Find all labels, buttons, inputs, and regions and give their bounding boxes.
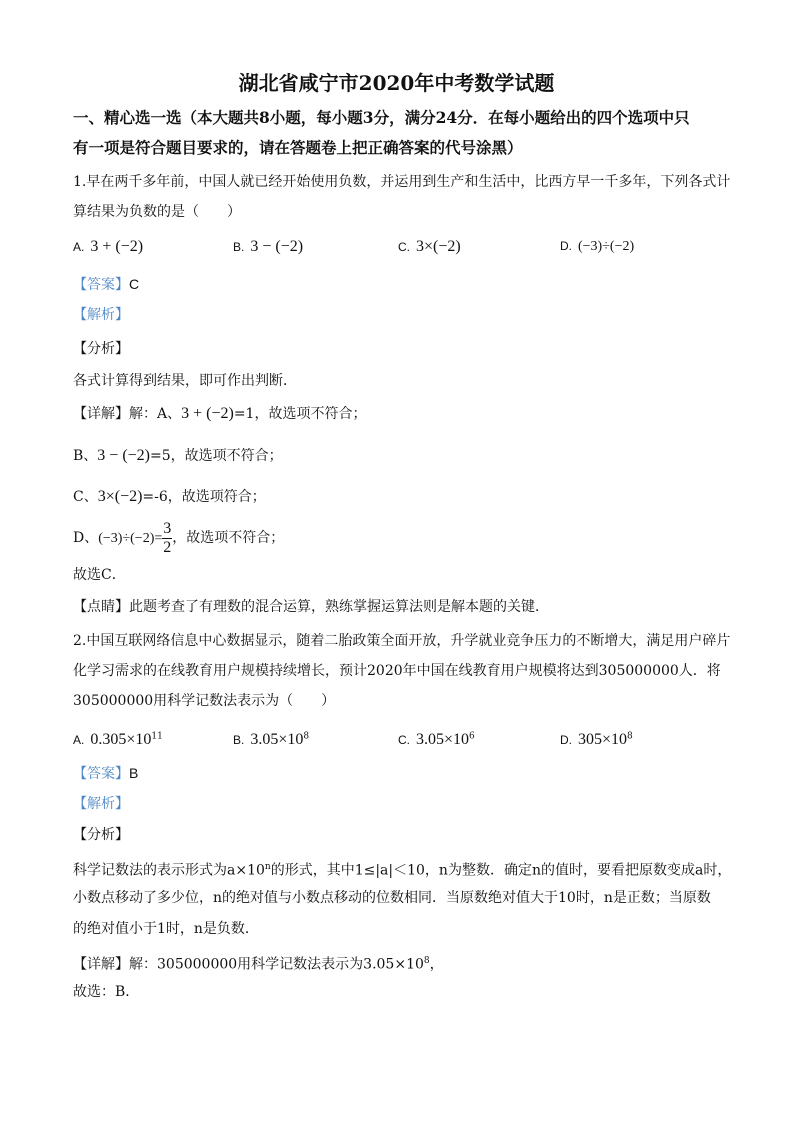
q1-choose: 故选C． <box>73 567 126 583</box>
answer-tag: 【答案】 <box>73 277 129 293</box>
text: 科学记数法的表示形式为a×10 <box>73 862 265 879</box>
option-expr: 3×(−2) <box>416 238 461 255</box>
denominator: 2 <box>163 538 172 556</box>
detail-tag: 【详解】 <box>73 406 129 422</box>
q1-detail-a <box>73 404 366 424</box>
text: =1，故选项不符合； <box>233 406 367 422</box>
text: ， <box>429 956 444 973</box>
page-title: 湖北省咸宁市2020年中考数学试题 <box>238 71 555 95</box>
q1-dianjing <box>73 597 549 617</box>
option-exponent: 6 <box>469 731 475 742</box>
q1-answer <box>73 274 139 295</box>
q1-option-a <box>73 238 143 256</box>
exponent: n <box>264 862 271 872</box>
option-expr: (−3)÷(−2) <box>578 239 635 254</box>
dianjing-tag: 【点睛】 <box>73 599 129 615</box>
math-expr: 3 − (−2) <box>97 447 150 464</box>
option-expr: 3 − (−2) <box>250 238 304 255</box>
q2-analysis-tag: 【解析】 <box>73 796 129 812</box>
math-expr: 3×(−2) <box>97 488 143 505</box>
text: B、 <box>73 448 98 464</box>
option-label: B. <box>233 733 245 747</box>
text: 此题考查了有理数的混合运算，熟练掌握运算法则是解本题的关键． <box>129 599 549 615</box>
q2-option-a <box>73 731 163 749</box>
q2-fenxi-line3: 的绝对值小于1时，n是负数． <box>73 921 259 937</box>
answer-value: B <box>129 765 139 781</box>
q1-stem-line1: 1.早在两千多年前，中国人就已经开始使用负数，并运用到生产和生活中，比西方早一千多年，下列各式计 <box>73 174 731 190</box>
q1-detail-c <box>73 487 266 507</box>
q1-detail-b <box>73 446 283 466</box>
text: =-6，故选项符合； <box>142 489 266 505</box>
q2-option-c <box>398 731 475 749</box>
text: 解：A、 <box>129 406 182 422</box>
q1-analysis-tag: 【解析】 <box>73 307 129 323</box>
answer-tag: 【答案】 <box>73 766 129 782</box>
q2-stem-line3: 305000000用科学记数法表示为（ ） <box>73 693 336 709</box>
text: D、 <box>73 530 99 546</box>
q1-detail-d <box>73 518 284 559</box>
option-label: A. <box>73 733 85 747</box>
q2-answer <box>73 763 138 784</box>
section-heading-line2: 有一项是符合题目要求的，请在答题卷上把正确答案的代号涂黑） <box>73 138 523 157</box>
q1-fenxi-text: 各式计算得到结果，即可作出判断． <box>73 373 297 389</box>
numerator: 3 <box>163 519 172 537</box>
option-exponent: 8 <box>627 731 633 742</box>
exponent: 8 <box>423 956 430 966</box>
q1-stem-line2: 算结果为负数的是（ ） <box>73 204 241 220</box>
q2-option-d <box>560 731 633 749</box>
option-label: A. <box>73 240 85 254</box>
q2-fenxi-line2: 小数点移动了多少位，n的绝对值与小数点移动的位数相同．当原数绝对值大于10时，n是正数；当原数 <box>73 890 711 906</box>
option-label: D. <box>560 733 572 747</box>
math-expr: (−3)÷(−2)= <box>98 531 163 546</box>
fraction <box>162 520 172 557</box>
text: C、 <box>73 489 98 505</box>
q2-detail <box>73 951 444 975</box>
q1-fenxi-tag: 【分析】 <box>73 341 129 357</box>
math-expr: 3 + (−2) <box>181 405 234 422</box>
option-label: C. <box>398 240 410 254</box>
option-base: 3.05×10 <box>416 731 470 748</box>
q2-stem-line1: 2.中国互联网络信息中心数据显示，随着二胎政策全面开放，升学就业竞争压力的不断增大，满足用户碎片 <box>73 633 731 649</box>
q2-stem-line2: 化学习需求的在线教育用户规模持续增长，预计2020年中国在线教育用户规模将达到305000000人．将 <box>73 663 721 679</box>
option-base: 0.305×10 <box>90 731 152 748</box>
q2-choose: 故选：B． <box>73 984 140 1000</box>
option-exponent: 11 <box>151 731 163 742</box>
text: 的形式，其中1≤|a|＜10，n为整数．确定n的值时，要看把原数变成a时， <box>270 862 732 879</box>
text: =5，故选项不符合； <box>150 448 283 464</box>
q2-option-b <box>233 731 309 749</box>
option-label: D. <box>560 239 572 253</box>
q1-option-c <box>398 238 461 256</box>
text: 解：305000000用科学记数法表示为3.05×10 <box>129 956 424 973</box>
detail-tag: 【详解】 <box>73 956 129 973</box>
option-exponent: 8 <box>303 731 310 742</box>
option-label: B. <box>233 240 245 254</box>
option-expr: 3 + (−2) <box>90 238 144 255</box>
text: ，故选项不符合； <box>172 530 285 546</box>
q2-fenxi-line1 <box>73 857 731 881</box>
option-base: 305×10 <box>578 731 628 748</box>
option-label: C. <box>398 733 410 747</box>
q2-fenxi-tag: 【分析】 <box>73 827 129 843</box>
option-base: 3.05×10 <box>250 731 304 748</box>
section-heading-line1: 一、精心选一选（本大题共8小题，每小题3分，满分24分．在每小题给出的四个选项中只 <box>73 108 690 127</box>
q1-option-b <box>233 238 303 256</box>
answer-value: C <box>129 276 140 292</box>
q1-option-d <box>560 238 634 255</box>
